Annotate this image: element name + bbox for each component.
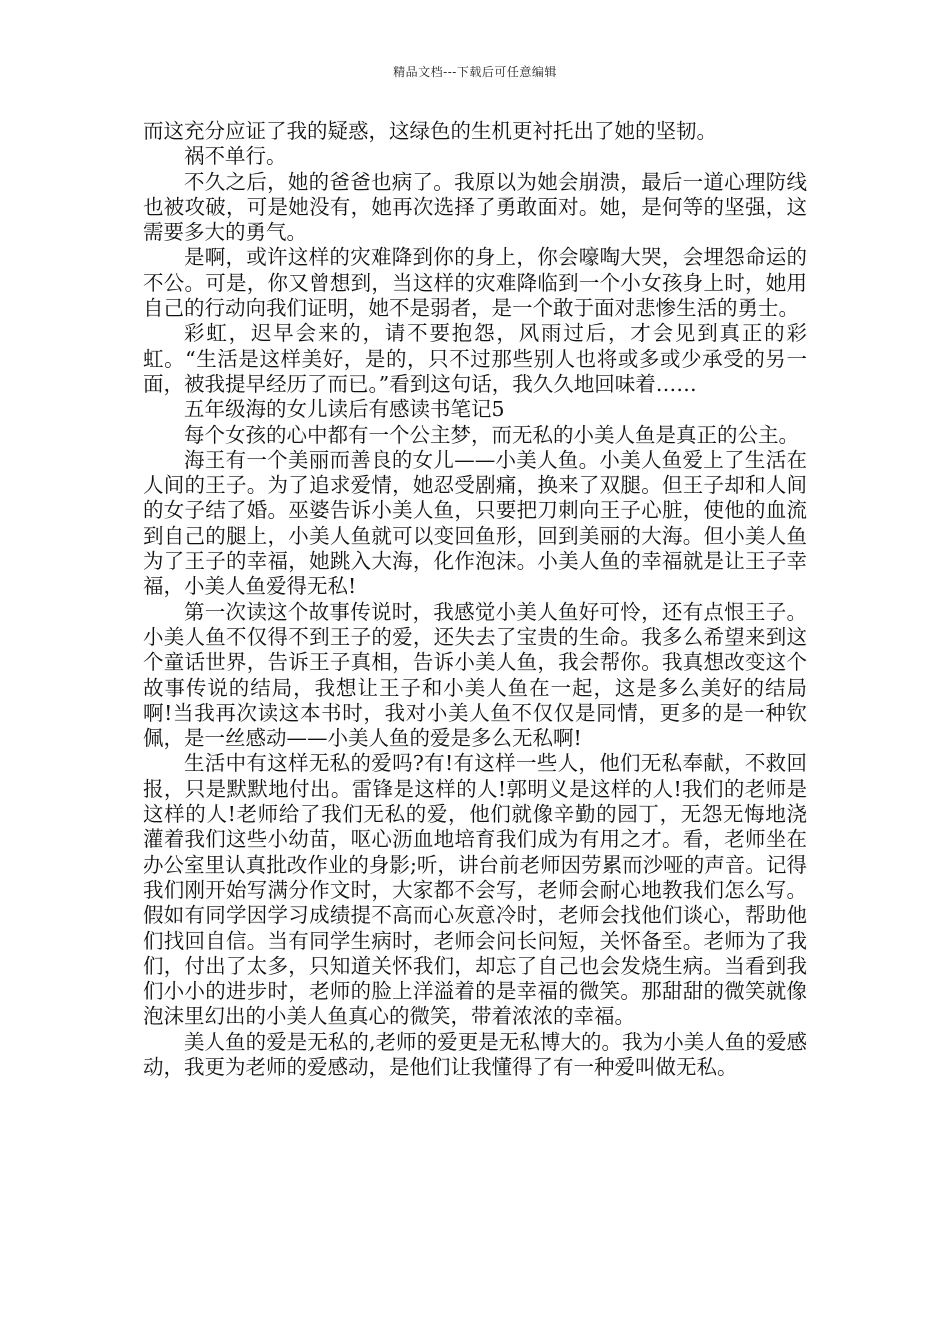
- paragraph: 祸不单行。: [184, 144, 287, 169]
- page-header: 精品文档---下载后可任意编辑: [393, 65, 557, 79]
- paragraph: 每个女孩的心中都有一个公主梦，而无私的小美人鱼是真正的公主。: [184, 422, 799, 447]
- paragraph: 海王有一个美丽而善良的女儿——小美人鱼。小美人鱼爱上了生活在人间的王子。为了追求爱情，她忍受剧痛，换来了双腿。但王子却和人间的女子结了婚。巫婆告诉小美人鱼，只要把刀刺向王子心脏，使他的血流到自己的腿上，小美人鱼就可以变回鱼形，回到美丽的大海。但小美人鱼为了王子的幸福，她跳入大海，化作泡沫。小美人鱼的幸福就是让王子幸福，小美人鱼爱得无私!: [143, 447, 807, 599]
- section-title: 五年级海的女儿读后有感读书笔记5: [184, 397, 505, 422]
- paragraph: 而这充分应证了我的疑惑，这绿色的生机更衬托出了她的坚韧。: [143, 119, 717, 143]
- document-body: [143, 119, 807, 1080]
- paragraph: 第一次读这个故事传说时，我感觉小美人鱼好可怜，还有点恨王子。小美人鱼不仅得不到王子的爱，还失去了宝贵的生命。我多么希望来到这个童话世界，告诉王子真相，告诉小美人鱼，我会帮你。我真想改变这个故事传说的结局，我想让王子和小美人鱼在一起，这是多么美好的结局啊!当我再次读这本书时，我对小美人鱼不仅仅是同情，更多的是一种钦佩，是一丝感动——小美人鱼的爱是多么无私啊!: [143, 599, 807, 751]
- paragraph: 是啊，或许这样的灾难降到你的身上，你会嚎啕大哭，会埋怨命运的不公。可是，你又曾想到，当这样的灾难降临到一个小女孩身上时，她用自己的行动向我们证明，她不是弱者，是一个敢于面对悲惨生活的勇士。: [143, 245, 807, 321]
- paragraph: 美人鱼的爱是无私的,老师的爱更是无私博大的。我为小美人鱼的爱感动，我更为老师的爱感动，是他们让我懂得了有一种爱叫做无私。: [143, 1029, 807, 1079]
- paragraph: 不久之后，她的爸爸也病了。我原以为她会崩溃，最后一道心理防线也被攻破，可是她没有，她再次选择了勇敢面对。她，是何等的坚强，这需要多大的勇气。: [143, 169, 807, 245]
- paragraph: 生活中有这样无私的爱吗?有!有这样一些人，他们无私奉献，不救回报，只是默默地付出。雷锋是这样的人!郭明义是这样的人!我们的老师是这样的人!老师给了我们无私的爱，他们就像辛勤的园丁，无怨无悔地浇灌着我们这些小幼苗，呕心沥血地培育我们成为有用之才。看，老师坐在办公室里认真批改作业的身影;听，讲台前老师因劳累而沙哑的声音。记得我们刚开始写满分作文时，大家都不会写，老师会耐心地教我们怎么写。假如有同学因学习成绩提不高而心灰意冷时，老师会找他们谈心，帮助他们找回自信。当有同学生病时，老师会问长问短，关怀备至。老师为了我们，付出了太多，只知道关怀我们，却忘了自己也会发烧生病。当看到我们小小的进步时，老师的脸上洋溢着的是幸福的微笑。那甜甜的微笑就像泡沫里幻出的小美人鱼真心的微笑，带着浓浓的幸福。: [143, 751, 807, 1029]
- paragraph: 彩虹，迟早会来的，请不要抱怨，风雨过后，才会见到真正的彩虹。“生活是这样美好，是的，只不过那些别人也将或多或少承受的另一面，被我提早经历了而已。”看到这句话，我久久地回味着……: [143, 321, 807, 396]
